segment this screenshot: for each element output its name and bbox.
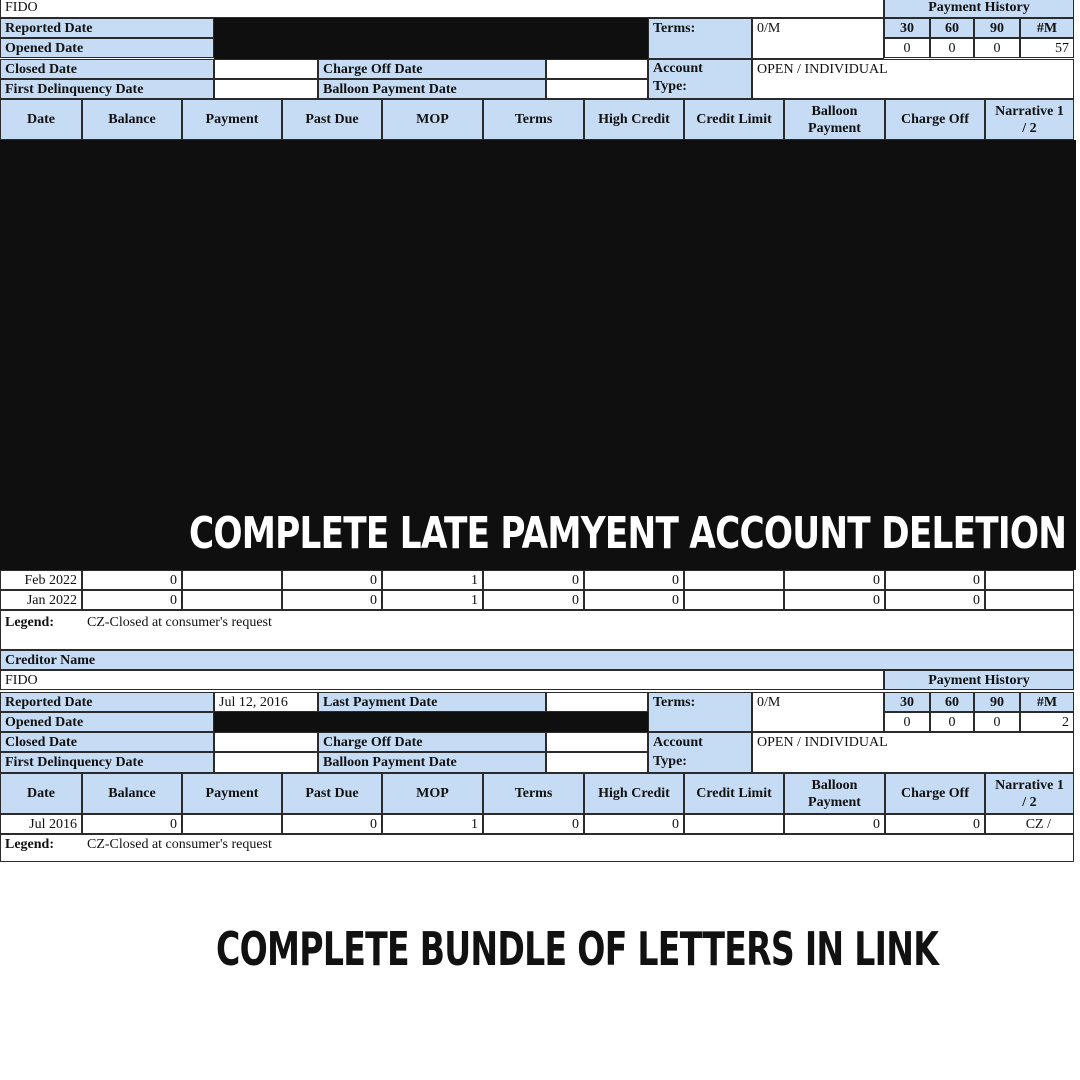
legend-label: Legend: (5, 837, 54, 852)
cell-payment (182, 814, 282, 834)
cell-credit-limit (684, 570, 784, 590)
ph-col-months: #M (1020, 18, 1074, 38)
col-mop: MOP (382, 99, 483, 140)
cell-past-due: 0 (282, 570, 382, 590)
ph-col-90: 90 (974, 18, 1020, 38)
cell-narrative (985, 590, 1074, 610)
col-narrative: Narrative 1 / 2 (985, 773, 1074, 814)
cell-charge-off: 0 (885, 814, 985, 834)
cell-past-due: 0 (282, 814, 382, 834)
col-charge-off: Charge Off (885, 773, 985, 814)
redacted-history-block (0, 140, 1076, 570)
charge-off-date-value (546, 732, 648, 752)
redacted-block (214, 18, 648, 59)
closed-date-value (214, 59, 318, 79)
ph-col-30: 30 (884, 692, 930, 712)
cell-balance: 0 (82, 814, 182, 834)
balloon-payment-date-label: Balloon Payment Date (318, 79, 546, 99)
ph-value-90: 0 (974, 712, 1020, 732)
terms-label: Terms: (648, 692, 752, 732)
cell-balance: 0 (82, 590, 182, 610)
col-credit-limit: Credit Limit (684, 99, 784, 140)
account-type-label (648, 59, 752, 99)
legend-text: CZ-Closed at consumer's request (87, 615, 272, 630)
col-past-due: Past Due (282, 99, 382, 140)
col-credit-limit: Credit Limit (684, 773, 784, 814)
ph-value-months: 2 (1020, 712, 1074, 732)
cell-credit-limit (684, 590, 784, 610)
balloon-payment-date-value (546, 752, 648, 773)
reported-date-value: Jul 12, 2016 (214, 692, 318, 712)
cell-terms: 0 (483, 590, 584, 610)
legend-row (0, 610, 1074, 650)
col-high-credit: High Credit (584, 99, 684, 140)
account-type-label-line1: Account (653, 61, 703, 76)
ph-value-30: 0 (884, 38, 930, 58)
account-type-value: OPEN / INDIVIDUAL (752, 59, 1074, 99)
terms-label: Terms: (648, 18, 752, 59)
ph-value-60: 0 (930, 712, 974, 732)
opened-date-label: Opened Date (0, 38, 214, 58)
first-delinquency-date-value (214, 752, 318, 773)
payment-history-label: Payment History (884, 0, 1074, 18)
cell-high-credit: 0 (584, 570, 684, 590)
ph-col-90: 90 (974, 692, 1020, 712)
charge-off-date-label: Charge Off Date (318, 59, 546, 79)
col-balance: Balance (82, 773, 182, 814)
col-narrative: Narrative 1 / 2 (985, 99, 1074, 140)
cell-mop: 1 (382, 570, 483, 590)
creditor-name-value: FIDO (0, 670, 884, 690)
col-past-due: Past Due (282, 773, 382, 814)
cell-charge-off: 0 (885, 570, 985, 590)
legend-row (0, 834, 1074, 862)
redacted-block (214, 712, 648, 732)
deletion-caption: COMPLETE LATE PAMYENT ACCOUNT DELETION (189, 508, 1067, 559)
charge-off-date-label: Charge Off Date (318, 732, 546, 752)
ph-col-30: 30 (884, 18, 930, 38)
creditor-name-label: Creditor Name (0, 650, 1074, 670)
col-balloon-payment: Balloon Payment (784, 99, 885, 140)
payment-history-label: Payment History (884, 670, 1074, 690)
cell-narrative: CZ / (985, 814, 1074, 834)
cell-credit-limit (684, 814, 784, 834)
legend-text: CZ-Closed at consumer's request (87, 837, 272, 852)
terms-value: 0/M (752, 18, 884, 59)
cell-balloon-payment: 0 (784, 590, 885, 610)
closed-date-label: Closed Date (0, 59, 214, 79)
opened-date-label: Opened Date (0, 712, 214, 732)
col-balloon-payment: Balloon Payment (784, 773, 885, 814)
col-payment: Payment (182, 773, 282, 814)
cell-balloon-payment: 0 (784, 570, 885, 590)
cell-high-credit: 0 (584, 590, 684, 610)
first-delinquency-date-label: First Delinquency Date (0, 752, 214, 773)
balloon-payment-date-label: Balloon Payment Date (318, 752, 546, 773)
account-type-label-line1: Account (653, 735, 703, 750)
cell-balance: 0 (82, 570, 182, 590)
charge-off-date-value (546, 59, 648, 79)
cell-date: Jan 2022 (0, 590, 82, 610)
reported-date-label: Reported Date (0, 692, 214, 712)
legend-label: Legend: (5, 615, 54, 630)
cell-high-credit: 0 (584, 814, 684, 834)
last-payment-date-label: Last Payment Date (318, 692, 546, 712)
account-type-value: OPEN / INDIVIDUAL (752, 732, 1074, 773)
col-balance: Balance (82, 99, 182, 140)
cell-terms: 0 (483, 814, 584, 834)
balloon-payment-date-value (546, 79, 648, 99)
first-delinquency-date-label: First Delinquency Date (0, 79, 214, 99)
col-high-credit: High Credit (584, 773, 684, 814)
account-type-label (648, 732, 752, 773)
account-type-label-line2: Type: (653, 754, 687, 769)
cell-narrative (985, 570, 1074, 590)
closed-date-label: Closed Date (0, 732, 214, 752)
ph-value-months: 57 (1020, 38, 1074, 58)
reported-date-label: Reported Date (0, 18, 214, 38)
ph-col-60: 60 (930, 692, 974, 712)
last-payment-date-value (546, 692, 648, 712)
ph-col-60: 60 (930, 18, 974, 38)
col-payment: Payment (182, 99, 282, 140)
cell-charge-off: 0 (885, 590, 985, 610)
ph-value-30: 0 (884, 712, 930, 732)
cell-past-due: 0 (282, 590, 382, 610)
creditor-name-value: FIDO (0, 0, 884, 18)
cell-date: Jul 2016 (0, 814, 82, 834)
ph-value-90: 0 (974, 38, 1020, 58)
ph-value-60: 0 (930, 38, 974, 58)
ph-col-months: #M (1020, 692, 1074, 712)
col-terms: Terms (483, 773, 584, 814)
cell-mop: 1 (382, 814, 483, 834)
col-charge-off: Charge Off (885, 99, 985, 140)
closed-date-value (214, 732, 318, 752)
col-mop: MOP (382, 773, 483, 814)
col-date: Date (0, 773, 82, 814)
account-type-label-line2: Type: (653, 79, 687, 94)
col-date: Date (0, 99, 82, 140)
cell-payment (182, 590, 282, 610)
terms-value: 0/M (752, 692, 884, 732)
cell-payment (182, 570, 282, 590)
bundle-caption: COMPLETE BUNDLE OF LETTERS IN LINK (216, 922, 939, 976)
cell-balloon-payment: 0 (784, 814, 885, 834)
first-delinquency-date-value (214, 79, 318, 99)
col-terms: Terms (483, 99, 584, 140)
cell-date: Feb 2022 (0, 570, 82, 590)
cell-terms: 0 (483, 570, 584, 590)
cell-mop: 1 (382, 590, 483, 610)
